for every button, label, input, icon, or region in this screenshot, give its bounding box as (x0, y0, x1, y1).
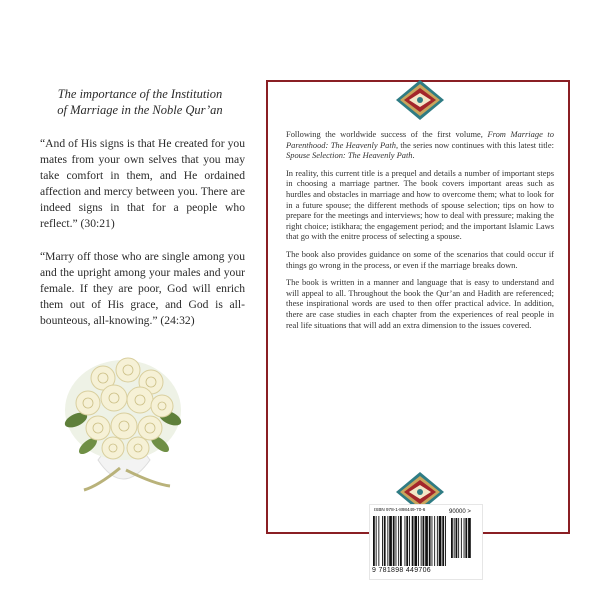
book-title-spouse-selection: Spouse Selection: The Heavenly Path (286, 150, 413, 161)
isbn-label: ISBN 978-1-898449-70-6 (374, 507, 426, 512)
paragraph-2: In reality, this current title is a prequel and details a number of important steps in choosing a marriage partner. The book covers important areas such as hurdles and obstacles in marriage and how to overcome them; what to look for in a future spouse; the different methods of spouse selection; tips on how to prepare for the meetings and interviews; how to deal with pressure; making the right choice; istikhara; the engagement period; and the important Islamic Laws that go with the enitre process of selecting a spouse. (286, 167, 554, 242)
quote-24-32: “Marry off those who are single among you and the upright among your males and your female. If they are poor, God will enrich them out of His grace, and God is all-bounteous, all-knowing.” (24:32) (40, 250, 245, 327)
left-title-line-2: of Marriage in the Noble Qur’an (57, 103, 223, 117)
price-code: 90000 > (449, 509, 471, 515)
description-text (286, 129, 554, 337)
isbn-digits: 9 781898 449706 (372, 567, 431, 574)
back-cover-frame (266, 80, 570, 574)
left-title-line-1: The importance of the Institution (57, 87, 223, 101)
quote-30-21: “And of His signs is that He created for you mates from your own selves that you may take comfort in them, and He ordained affection and mercy between you. There are indeed signs in that for a people who reflect.” (30:21) (40, 137, 245, 230)
paragraph-4: The book is written in a manner and language that is easy to understand and will appeal to all. Throughout the book the Qur’an and Hadith are referenced; these inspirational words are used to then offer practical advice. In addition, there are case studies in each chapter from the experiences of real people in real life situations that will add an extra dimension to the issues covered. (286, 277, 554, 330)
book-title-volume-1: From Marriage to Parenthood: The Heavenly Path (286, 129, 554, 150)
paragraph-3: The book also provides guidance on some of the scenarios that could occur if things go wrong in the process, or even if the marriage breaks down. (286, 248, 554, 270)
barcode-bars (373, 516, 479, 566)
isbn-barcode (369, 504, 483, 580)
paragraph-1: Following the worldwide success of the first volume, From Marriage to Parenthood: The Heavenly Path, the series now continues with this latest title: Spouse Selection: The Heavenly Path. (286, 129, 554, 161)
left-title (40, 86, 240, 118)
ornament-top-icon (394, 78, 446, 122)
rose-bouquet-image (58, 348, 188, 498)
